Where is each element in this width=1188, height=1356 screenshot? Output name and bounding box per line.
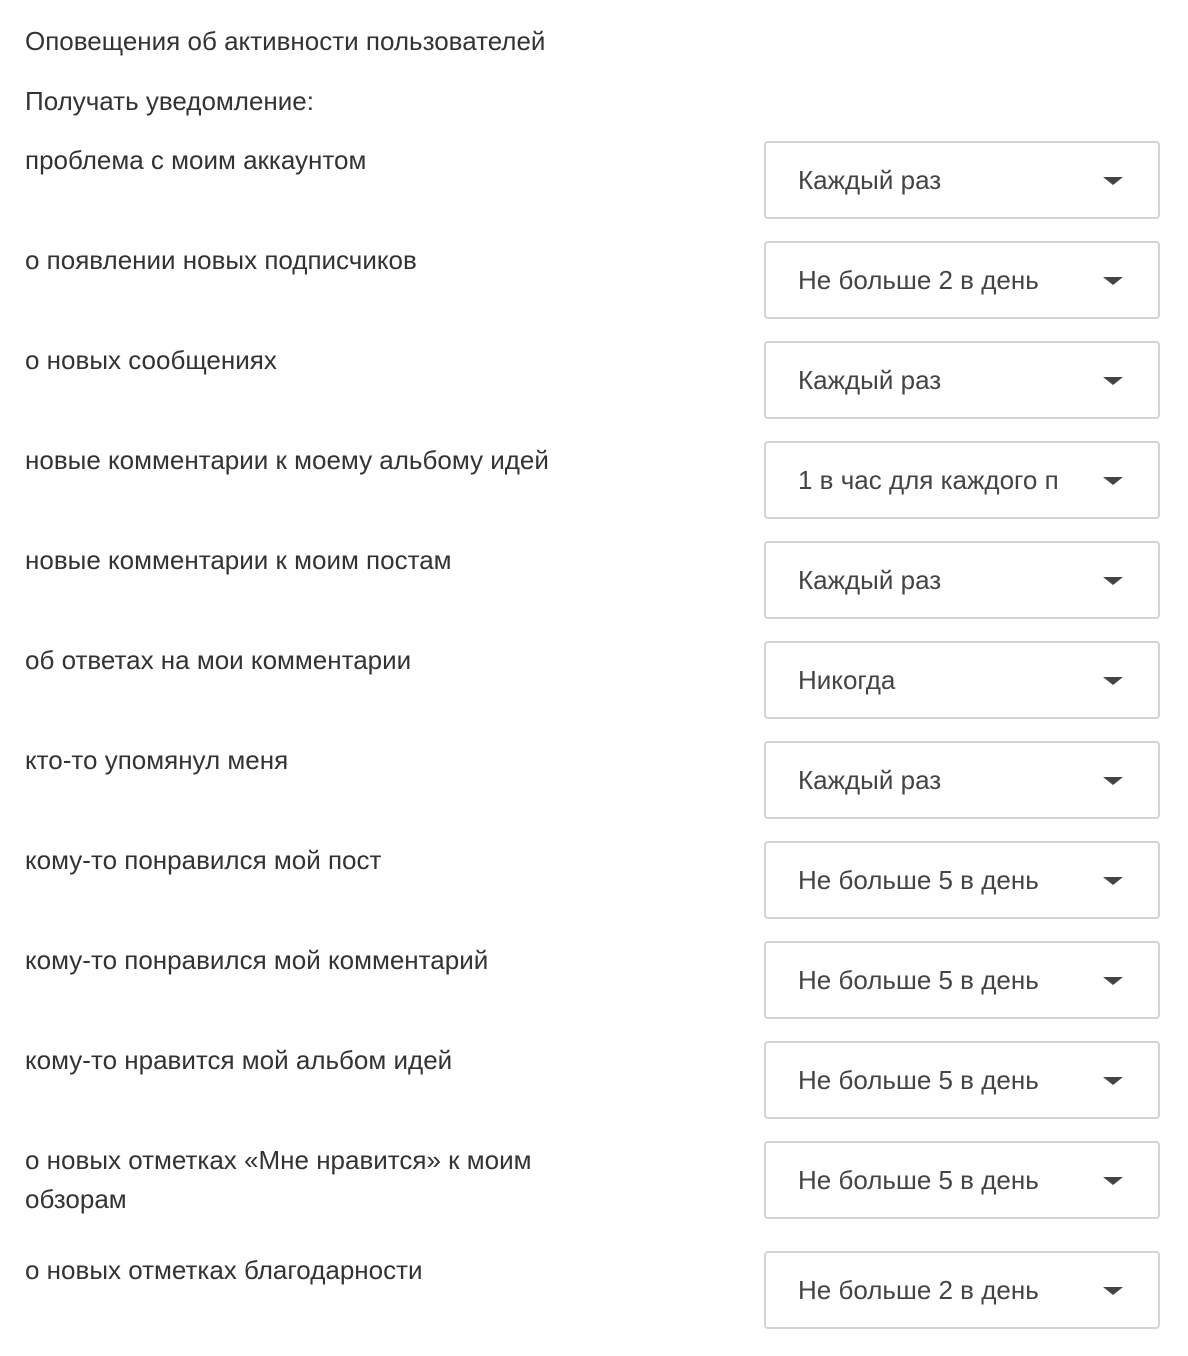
caret-down-icon <box>1103 777 1123 785</box>
select-value: Не больше 2 в день <box>798 1275 1039 1305</box>
caret-down-icon <box>1103 377 1123 385</box>
row-label: об ответах на мои комментарии <box>25 645 412 675</box>
select-value: Не больше 5 в день <box>798 1165 1039 1195</box>
caret-down-icon <box>1103 577 1123 585</box>
select-value: Каждый раз <box>798 765 942 795</box>
frequency-select[interactable] <box>764 841 1160 919</box>
select-value: Не больше 5 в день <box>798 1065 1039 1095</box>
frequency-select[interactable] <box>764 141 1160 219</box>
section-subtitle: Получать уведомление: <box>25 86 314 116</box>
frequency-select[interactable] <box>764 741 1160 819</box>
row-label: кто-то упомянул меня <box>25 745 289 775</box>
caret-down-icon <box>1103 177 1123 185</box>
frequency-select[interactable] <box>764 1041 1160 1119</box>
frequency-select[interactable] <box>764 241 1160 319</box>
caret-down-icon <box>1103 1077 1123 1085</box>
select-value: Не больше 5 в день <box>798 865 1039 895</box>
row-label: проблема с моим аккаунтом <box>25 145 367 175</box>
row-label: кому-то понравился мой пост <box>25 845 382 875</box>
row-label: о новых отметках «Мне нравится» к моим обзорам <box>25 1145 532 1214</box>
caret-down-icon <box>1103 277 1123 285</box>
select-value: 1 в час для каждого п <box>798 465 1059 495</box>
select-value: Каждый раз <box>798 165 942 195</box>
frequency-select[interactable] <box>764 1251 1160 1329</box>
frequency-select[interactable] <box>764 641 1160 719</box>
frequency-select[interactable] <box>764 1141 1160 1219</box>
row-label: о новых отметках благодарности <box>25 1255 423 1285</box>
row-label: новые комментарии к моему альбому идей <box>25 445 549 475</box>
caret-down-icon <box>1103 877 1123 885</box>
caret-down-icon <box>1103 477 1123 485</box>
caret-down-icon <box>1103 977 1123 985</box>
row-label: о новых сообщениях <box>25 345 277 375</box>
row-label: кому-то понравился мой комментарий <box>25 945 489 975</box>
frequency-select[interactable] <box>764 441 1160 519</box>
select-value: Каждый раз <box>798 565 942 595</box>
frequency-select[interactable] <box>764 541 1160 619</box>
frequency-select[interactable] <box>764 341 1160 419</box>
caret-down-icon <box>1103 677 1123 685</box>
section-title: Оповещения об активности пользователей <box>25 26 546 56</box>
caret-down-icon <box>1103 1287 1123 1295</box>
row-label: кому-то нравится мой альбом идей <box>25 1045 453 1075</box>
frequency-select[interactable] <box>764 941 1160 1019</box>
caret-down-icon <box>1103 1177 1123 1185</box>
select-value: Не больше 5 в день <box>798 965 1039 995</box>
row-label: новые комментарии к моим постам <box>25 545 452 575</box>
row-label: о появлении новых подписчиков <box>25 245 417 275</box>
select-value: Не больше 2 в день <box>798 265 1039 295</box>
select-value: Каждый раз <box>798 365 942 395</box>
select-value: Никогда <box>798 665 896 695</box>
